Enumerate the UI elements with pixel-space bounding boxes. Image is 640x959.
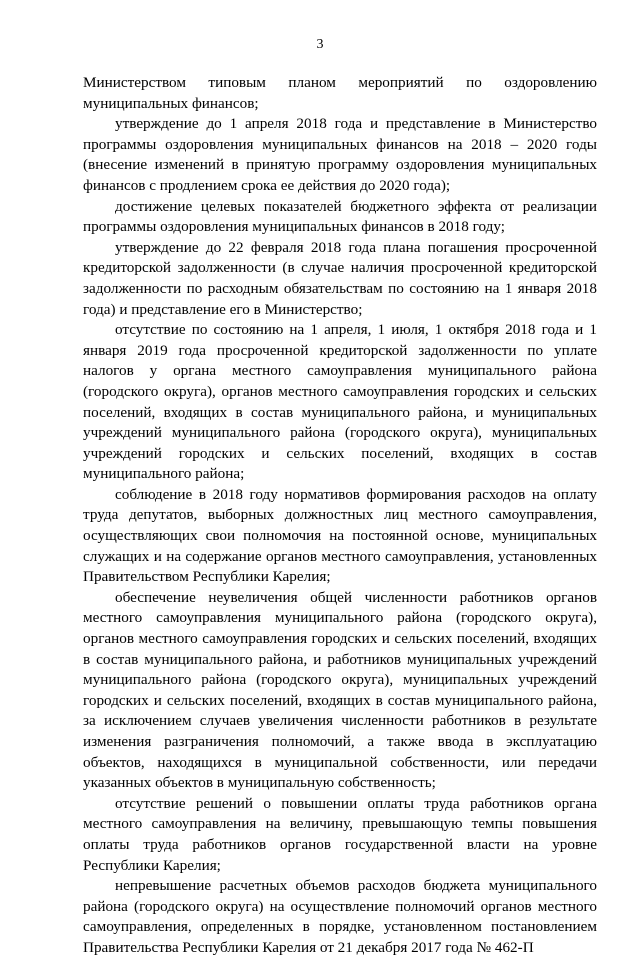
paragraph-program-approval: утверждение до 1 апреля 2018 года и представление в Министерство программы оздоровления муниципальных финансов на 2018 – 2020 годы (внесение изменений в принятую программу оздоровления муниципальных финансов с продлением срока ее действия до 2020 года); [83, 115, 597, 194]
paragraph-staff-number: обеспечение неувеличения общей численности работников органов местного самоуправления муниципального района (городского округа), органов местного самоуправления городских и сельских поселений, входящих в состав муниципального района, и работников муниципальных учреждений муниципального района (городского округа), муниципальных учреждений городских и сельских поселений, входящих в состав муниципального района, за исключением случаев увеличения численности работников в результате изменения разграничения полномочий, а также ввода в эксплуатацию объектов, находящихся в муниципальной собственности, или передачи указанных объектов в муниципальную собственность; [83, 588, 597, 792]
paragraph-expenditure-limits: непревышение расчетных объемов расходов бюджета муниципального района (городского округа) на осуществление полномочий органов местного самоуправления, определенных в порядке, установленном постановлением Правительства Республики Карелия от 21 декабря 2017 года № 462-П [83, 877, 597, 956]
page-number: 3 [316, 37, 324, 52]
paragraph-wage-standards: соблюдение в 2018 году нормативов формирования расходов на оплату труда депутатов, выборных должностных лиц местного самоуправления, осуществляющих свои полномочия на постоянной основе, муниципальных служащих и на содержание органов местного самоуправления, установленных Правительством Республики Карелия; [83, 485, 597, 586]
document-body [83, 73, 597, 959]
paragraph-no-overdue-tax-debt: отсутствие по состоянию на 1 апреля, 1 июля, 1 октября 2018 года и 1 января 2019 года просроченной кредиторской задолженности по уплате налогов у органа местного самоуправления муниципального района (городского округа), органов местного самоуправления городских и сельских поселений, входящих в состав муниципального района, и муниципальных учреждений муниципального района (городского округа), муниципальных учреждений городских и сельских поселений, входящих в состав муниципального района; [83, 321, 597, 483]
paragraph-no-wage-increase: отсутствие решений о повышении оплаты труда работников органа местного самоуправления на величину, превышающую темпы повышения оплаты труда работников органов государственной власти на уровне Республики Карелия; [83, 794, 597, 874]
paragraph-debt-repayment-plan: утверждение до 22 февраля 2018 года плана погашения просроченной кредиторской задолженности (в случае наличия просроченной кредиторской задолженности по расходным обязательствам по состоянию на 1 января 2018 года) и представление его в Министерство; [83, 238, 597, 318]
paragraph-budget-targets: достижение целевых показателей бюджетного эффекта от реализации программы оздоровления муниципальных финансов в 2018 году; [83, 197, 597, 236]
paragraph-continuation: Министерством типовым планом мероприятий по оздоровлению муниципальных финансов; [83, 74, 597, 112]
